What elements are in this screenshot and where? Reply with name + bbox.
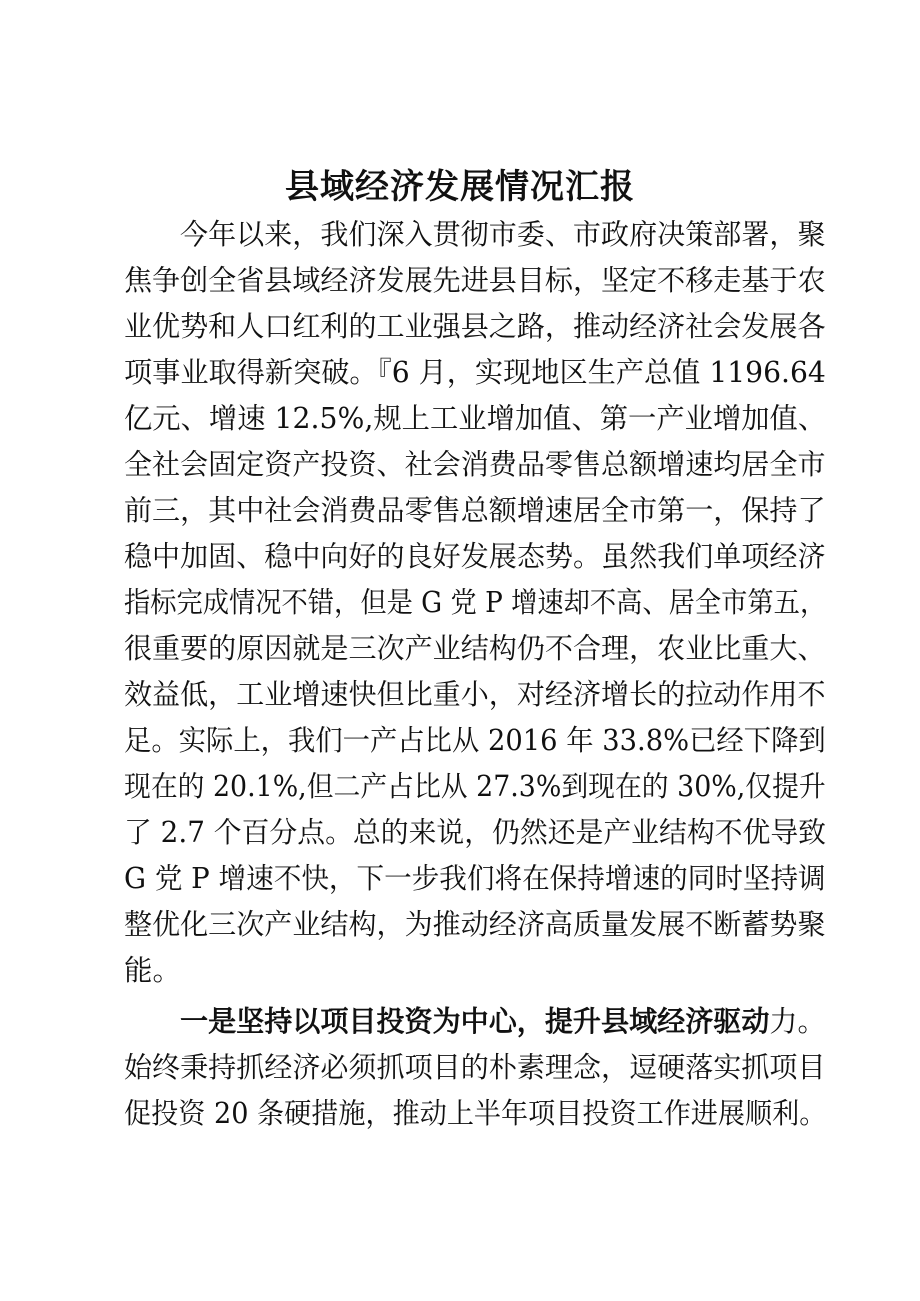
text-line: 能。 bbox=[124, 954, 182, 987]
text-line: 亿元、增速 12.5%,规上工业增加值、第一产业增加值、 bbox=[124, 402, 827, 435]
text-line: G 党 P 增速不快，下一步我们将在保持增速的同时坚持调 bbox=[124, 862, 826, 895]
text-line: 了 2.7 个百分点。总的来说，仍然还是产业结构不优导致 bbox=[124, 816, 826, 849]
text-line: 很重要的原因就是三次产业结构仍不合理，农业比重大、 bbox=[124, 632, 826, 665]
text-line: 现在的 20.1%,但二产占比从 27.3%到现在的 30%,仅提升 bbox=[124, 770, 826, 803]
text-line: 业优势和人口红利的工业强县之路，推动经济社会发展各 bbox=[124, 310, 826, 343]
text-line: 稳中加固、稳中向好的良好发展态势。虽然我们单项经济 bbox=[124, 540, 826, 573]
text-line: 今年以来，我们深入贯彻市委、市政府决策部署，聚 bbox=[180, 218, 826, 251]
text-line: 整优化三次产业结构，为推动经济高质量发展不断蓄势聚 bbox=[124, 908, 826, 941]
section-heading-bold: 一是坚持以项目投资为中心，提升县域经济驱动 bbox=[180, 1005, 770, 1038]
text-line: 足。实际上，我们一产占比从 2016 年 33.8%已经下降到 bbox=[124, 724, 826, 757]
text-line: 项事业取得新突破。『6 月，实现地区生产总值 1196.64 bbox=[124, 356, 826, 389]
text-line: 效益低，工业增速快但比重小，对经济增长的拉动作用不 bbox=[124, 678, 826, 711]
text-line: 焦争创全省县域经济发展先进县目标，坚定不移走基于农 bbox=[124, 264, 826, 297]
section-heading-rest: 力。 bbox=[769, 1005, 826, 1038]
text-line: 始终秉持抓经济必须抓项目的朴素理念，逗硬落实抓项目 bbox=[124, 1051, 826, 1084]
text-line: 促投资 20 条硬措施，推动上半年项目投资工作进展顺利。 bbox=[124, 1097, 827, 1130]
section-heading-line bbox=[180, 1002, 826, 1042]
text-line: 全社会固定资产投资、社会消费品零售总额增速均居全市 bbox=[124, 448, 826, 481]
document-title: 县域经济发展情况汇报 bbox=[285, 167, 635, 207]
text-line: 前三，其中社会消费品零售总额增速居全市第一，保持了 bbox=[124, 494, 826, 527]
text-line: 指标完成情况不错，但是 G 党 P 增速却不高、居全市第五， bbox=[124, 586, 827, 619]
